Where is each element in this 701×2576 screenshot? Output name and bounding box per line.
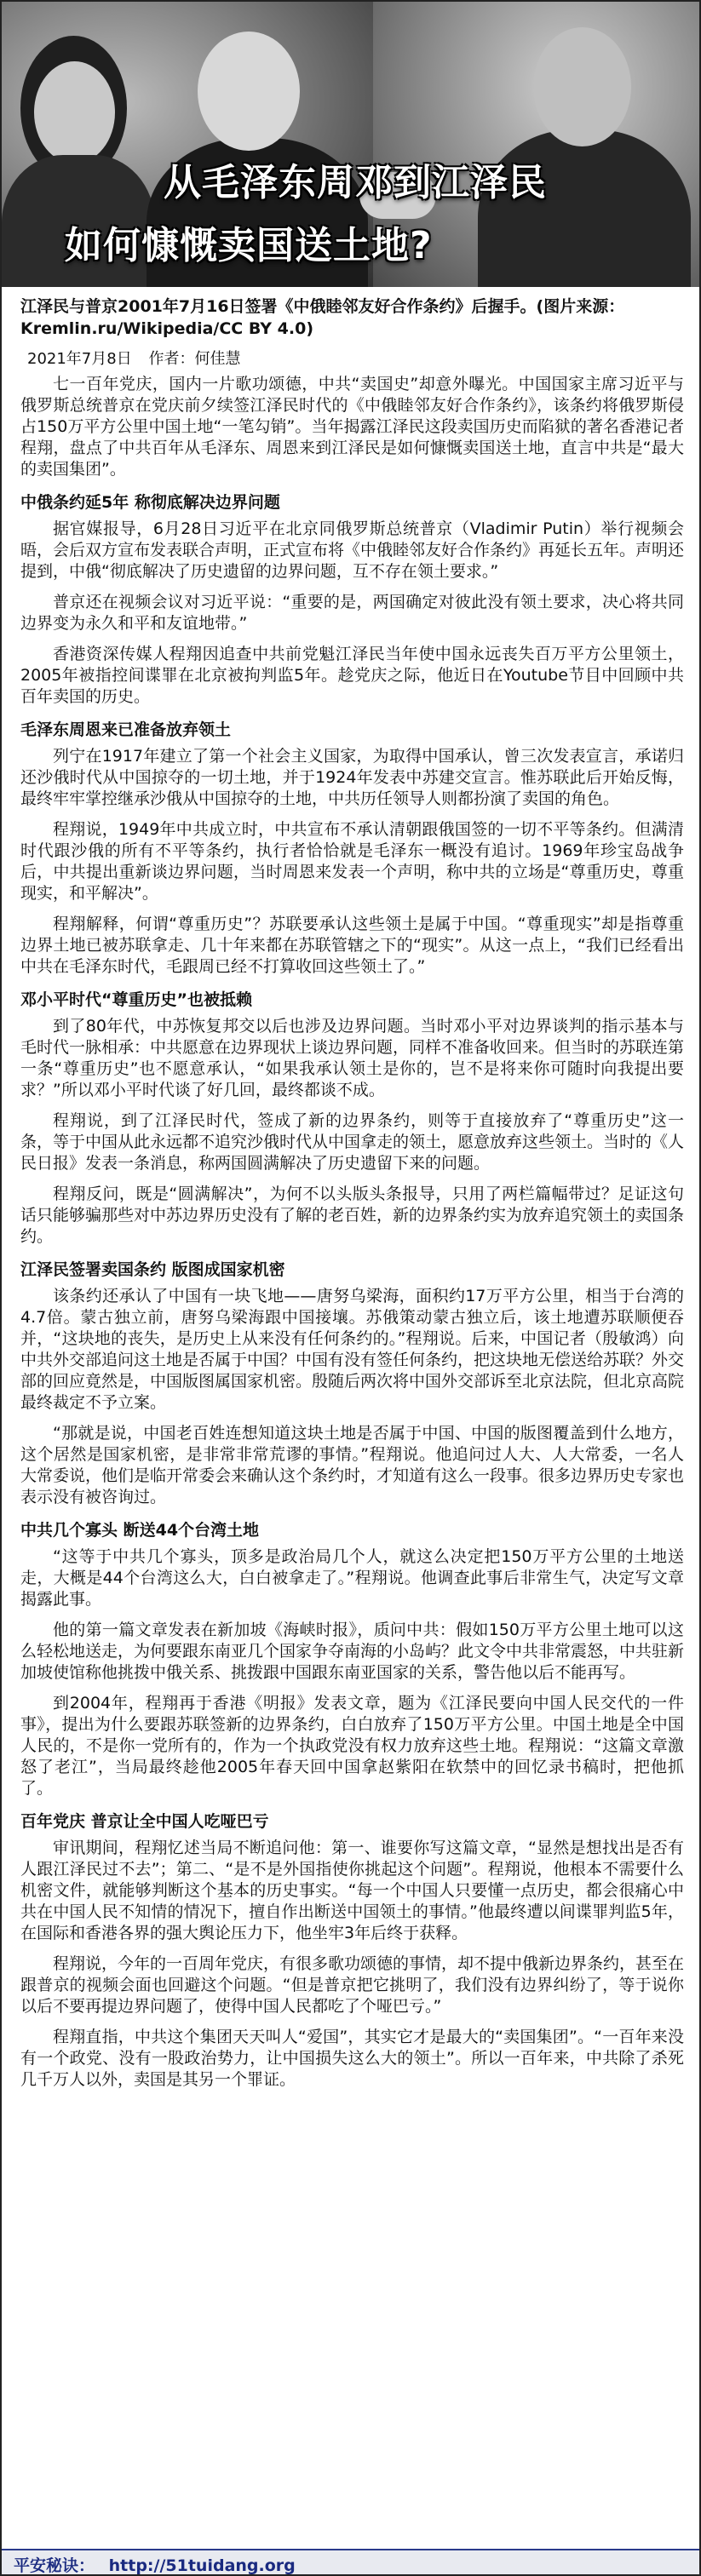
paragraph: 程翔直指，中共这个集团天天叫人“爱国”，其实它才是最大的“卖国集团”。“一百年来没有一个政党、没有一股政治势力，让中国损失这么大的领土”。所以一百年来，中共除了杀死几千万人以外，卖国是其另一个罪证。 — [20, 2028, 684, 2089]
article-date: 2021年7月8日 — [27, 350, 132, 368]
paragraph: 程翔说，到了江泽民时代，签成了新的边界条约，则等于直接放弃了“尊重历史”这一条，等于中国从此永远都不追究沙俄时代从中国拿走的领土，愿意放弃这些领土。当时的《人民日报》发表一条消息，称两国圆满解决了历史遗留下来的问题。 — [20, 1111, 685, 1173]
hero-photo — [2, 2, 699, 287]
article-author: 作者：何佳慧 — [148, 350, 241, 368]
paragraph: 审讯期间，程翔忆述当局不断追问他：第一、谁要你写这篇文章，“显然是想找出是否有人跟江泽民过不去”；第二、“是不是外国指使你挑起这个问题”。程翔说，他根本不需要什么机密文件，就能够判断这个基本的历史事实。“每一个中国人只要懂一点历史，都会很痛心中共在中国人民不知情的情况下，擅自作出断送中国领土的事情。”他最终遭以间谍罪判监5年，在国际和香港各界的强大舆论压力下，他坐牢3年后终于获释。 — [20, 1839, 684, 1942]
paragraph: 该条约还承认了中国有一块飞地——唐努乌梁海，面积约17万平方公里，相当于台湾的4.7倍。蒙古独立前，唐努乌梁海跟中国接壤。苏俄策动蒙古独立后，该土地遭苏联顺便吞并，“这块地的丧失，是历史上从来没有任何条约的。”程翔说。后来，中国记者（殷敏鸿）向中共外交部追问这土地是否属于中国？中国有没有签任何条约，把这块地无偿送给苏联？外交部的回应竟然是，中国版图属国家机密。殷随后两次将中国外交部诉至北京法院，但北京高院最终裁定不予立案。 — [20, 1287, 685, 1412]
section-1 — [20, 490, 684, 708]
paragraph: 到了80年代，中苏恢复邦交以后也涉及边界问题。当时邓小平对边界谈判的指示基本与毛时代一脉相承：中共愿意在边界现状上谈边界问题，同样不准备收回来。但当时的苏联连第一条“尊重历史”也不愿意承认，“如果我承认领土是你的，岂不是将来你可随时向我提出要求？”所以邓小平时代谈了好几回，最终都谈不成。 — [20, 1017, 685, 1099]
article-body — [2, 287, 699, 2091]
paragraph: 七一百年党庆，国内一片歌功颂德，中共“卖国史”却意外曝光。中国国家主席习近平与俄罗斯总统普京在党庆前夕续签江泽民时代的《中俄睦邻友好合作条约》，该条约将俄罗斯侵占150万平方公里中国土地“一笔勾销”。当年揭露江泽民这段卖国历史而陷狱的著名香港记者程翔，盘点了中共百年从毛泽东、周恩来到江泽民是如何慷慨卖国送土地，直言中共是“最大的卖国集团”。 — [20, 375, 684, 479]
article-meta — [27, 347, 684, 369]
section-heading: 百年党庆 普京让全中国人吃哑巴亏 — [20, 1812, 269, 1831]
section-4 — [20, 1257, 684, 1508]
section-heading: 中共几个寡头 断送44个台湾土地 — [20, 1521, 260, 1540]
paragraph: 程翔说，1949年中共成立时，中共宣布不承认清朝跟俄国签的一切不平等条约。但满清时代跟沙俄的所有不平等条约，执行者恰恰就是毛泽东一概没有追讨。1969年珍宝岛战争后，中共提出重新谈边界问题，当时周恩来发表一个声明，称中共的立场是“尊重历史，尊重现实，和平解决”。 — [20, 820, 684, 903]
headline-line-2: 如何慷慨卖国送土地? — [65, 224, 433, 267]
paragraph: 列宁在1917年建立了第一个社会主义国家，为取得中国承认，曾三次发表宣言，承诺归还沙俄时代从中国掠夺的一切土地，并于1924年发表中苏建交宣言。惟苏联此后开始反悔，最终牢牢掌控继承沙俄从中国掠夺的土地，中共历任领导人则都扮演了卖国的角色。 — [20, 747, 684, 808]
paragraph: “这等于中共几个寡头，顶多是政治局几个人，就这么决定把150万平方公里的土地送走，大概是44个台湾这么大，白白被拿走了。”程翔说。他调查此事后非常生气，决定写文章揭露此事。 — [20, 1547, 684, 1609]
footer-link[interactable]: http://51tuidang.org — [108, 2556, 296, 2575]
paragraph: “那就是说，中国老百姓连想知道这块土地是否属于中国、中国的版图覆盖到什么地方，这个居然是国家机密，是非常非常荒谬的事情。”程翔说。他追问过人大、人大常委，一名人大常委说，他们是临开常委会来确认这个条约时，才知道有这么一段事。很多边界历史专家也表示没有被咨询过。 — [20, 1424, 685, 1506]
footer-label: 平安秘诀： — [14, 2556, 95, 2575]
paragraph: 到2004年，程翔再于香港《明报》发表文章，题为《江泽民要向中国人民交代的一件事》，提出为什么要跟苏联签新的边界条约，白白放弃了150万平方公里。中国土地是全中国人民的，不是你一党所有的，作为一个执政党没有权力放弃这些土地。程翔说：“这篇文章激怒了老江”，当局最终趁他2005年春天回中国拿赵紫阳在软禁中的回忆录书稿时，把他抓了。 — [20, 1694, 684, 1798]
paragraph: 普京还在视频会议对习近平说：“重要的是，两国确定对彼此没有领土要求，决心将共同边界变为永久和平和友谊地带。” — [20, 593, 684, 633]
paragraph: 他的第一篇文章发表在新加坡《海峡时报》，质问中共：假如150万平方公里土地可以这么轻松地送走，为何要跟东南亚几个国家争夺南海的小岛屿？此文令中共非常震怒，中共驻新加坡使馆称他挑拨中俄关系、挑拨跟中国跟东南亚国家的关系，警告他以后不能再写。 — [20, 1621, 685, 1682]
section-heading: 毛泽东周恩来已准备放弃领土 — [20, 720, 232, 739]
woman-figure-face — [34, 61, 115, 164]
headline-line-1: 从毛泽东周邓到江泽民 — [164, 161, 547, 204]
right-man-head — [533, 27, 631, 146]
section-0 — [20, 374, 684, 480]
footer-bar — [2, 2549, 699, 2574]
paragraph: 香港资深传媒人程翔因追查中共前党魁江泽民当年使中国永远丧失百万平方公里领土，2005年被指控间谍罪在北京被拘判监5年。趁党庆之际，他近日在Youtube节目中回顾中共百年卖国的历史。 — [20, 645, 684, 706]
paragraph: 程翔解释，何谓“尊重历史”？苏联要承认这些领土是属于中国。“尊重现实”却是指尊重边界土地已被苏联拿走、几十年来都在苏联管辖之下的“现实”。从这一点上，“我们已经看出中共在毛泽东时代，毛跟周已经不打算收回这些领土了。” — [20, 915, 684, 976]
paragraph: 程翔说，今年的一百周年党庆，有很多歌功颂德的事情，却不提中俄新边界条约，甚至在跟普京的视频会面也回避这个问题。“但是普京把它挑明了，我们没有边界纠纷了，等于说你以后不要再提边界问题了，使得中国人民都吃了个哑巴亏。” — [20, 1954, 685, 2016]
section-heading: 邓小平时代“尊重历史”也被抵赖 — [20, 990, 252, 1009]
section-3 — [20, 987, 684, 1248]
left-man-head — [198, 32, 300, 151]
paragraph: 据官媒报导，6月28日习近平在北京同俄罗斯总统普京（Vladimir Putin）举行视频会晤，会后双方宣布发表联合声明，正式宣布将《中俄睦邻友好合作条约》再延长五年。声明还提到，中俄“彻底解决了历史遗留的边界问题，互不存在领土要求。” — [20, 519, 685, 581]
section-heading: 江泽民签署卖国条约 版图成国家机密 — [20, 1260, 285, 1279]
paragraph: 程翔反问，既是“圆满解决”，为何不以头版头条报导，只用了两栏篇幅带过？足证这句话只能够骗那些对中苏边界历史没有了解的老百姓，新的边界条约实为放弃追究领土的卖国条约。 — [20, 1185, 685, 1246]
section-5 — [20, 1517, 684, 1799]
photo-caption: 江泽民与普京2001年7月16日签署《中俄睦邻友好合作条约》后握手。(图片来源：Kremlin.ru/Wikipedia/CC BY 4.0) — [20, 297, 625, 338]
section-6 — [20, 1809, 684, 2091]
section-heading: 中俄条约延5年 称彻底解决边界问题 — [20, 493, 280, 512]
section-2 — [20, 717, 684, 978]
